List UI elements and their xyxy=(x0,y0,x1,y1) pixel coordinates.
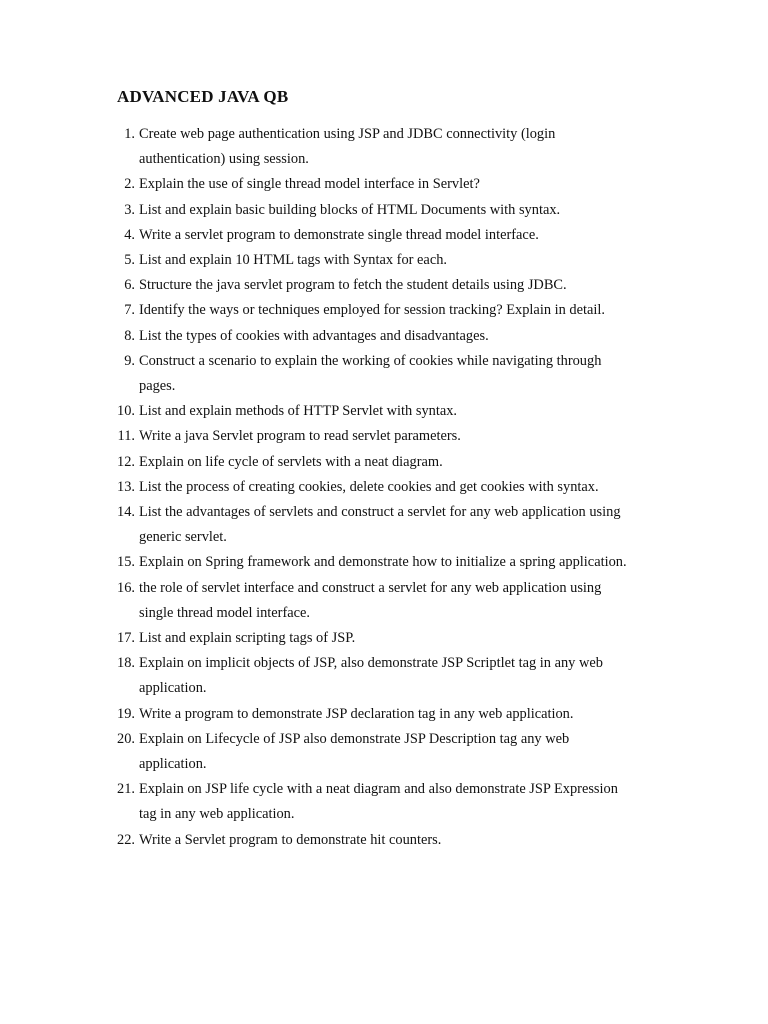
question-text-line: Write a Servlet program to demonstrate hit counters. xyxy=(139,831,442,848)
question-text-line: List the process of creating cookies, delete cookies and get cookies with syntax. xyxy=(139,478,599,495)
question-text-line: Identify the ways or techniques employed for session tracking? Explain in detail. xyxy=(139,302,605,319)
question-item xyxy=(108,198,678,223)
question-text-line: tag in any web application. xyxy=(139,806,295,823)
question-number: 12. xyxy=(117,453,135,470)
question-item xyxy=(108,248,678,273)
question-item xyxy=(108,828,678,853)
question-text-line: Explain on implicit objects of JSP, also demonstrate JSP Scriptlet tag in any web xyxy=(139,655,603,672)
question-number: 3. xyxy=(124,201,135,218)
question-item xyxy=(108,399,678,424)
question-number: 6. xyxy=(124,277,135,294)
question-text-line: List and explain basic building blocks of HTML Documents with syntax. xyxy=(139,201,561,218)
question-number: 19. xyxy=(117,705,135,722)
question-number: 13. xyxy=(117,478,135,495)
question-text-line: List and explain 10 HTML tags with Syntax for each. xyxy=(139,252,447,269)
question-text-line: pages. xyxy=(139,378,176,395)
question-text-line: Explain on Lifecycle of JSP also demonstrate JSP Description tag any web xyxy=(139,730,570,747)
question-text-line: Explain on JSP life cycle with a neat diagram and also demonstrate JSP Expression xyxy=(139,781,618,798)
question-item xyxy=(108,172,678,197)
question-text-line: Explain the use of single thread model interface in Servlet? xyxy=(139,176,480,193)
question-item xyxy=(108,576,678,626)
question-number: 8. xyxy=(124,327,135,344)
question-number: 21. xyxy=(117,781,135,798)
question-text-line: Create web page authentication using JSP and JDBC connectivity (login xyxy=(139,126,556,142)
question-item xyxy=(108,777,678,827)
question-text-line: List the advantages of servlets and construct a servlet for any web application using xyxy=(139,504,621,521)
question-item xyxy=(108,727,678,777)
question-item xyxy=(108,626,678,651)
question-number: 17. xyxy=(117,630,135,647)
question-item xyxy=(108,424,678,449)
question-number: 9. xyxy=(124,352,135,369)
question-number: 4. xyxy=(124,226,135,243)
question-text-line: Structure the java servlet program to fetch the student details using JDBC. xyxy=(139,277,567,294)
question-text-line: Explain on Spring framework and demonstrate how to initialize a spring application. xyxy=(139,554,627,571)
question-item xyxy=(108,651,678,701)
question-text-line: single thread model interface. xyxy=(139,604,311,621)
question-number: 16. xyxy=(117,579,135,596)
question-text-line: Construct a scenario to explain the working of cookies while navigating through xyxy=(139,352,602,369)
question-item xyxy=(108,273,678,298)
question-text-line: List and explain scripting tags of JSP. xyxy=(139,630,356,647)
question-item xyxy=(108,349,678,399)
question-number: 14. xyxy=(117,504,135,521)
question-number: 1. xyxy=(124,126,135,142)
question-number: 10. xyxy=(117,403,135,420)
question-text-line: application. xyxy=(139,756,207,773)
question-number: 15. xyxy=(117,554,135,571)
document-title: ADVANCED JAVA QB xyxy=(117,87,289,106)
question-text-line: Write a program to demonstrate JSP declaration tag in any web application. xyxy=(139,705,574,722)
question-number: 18. xyxy=(117,655,135,672)
question-number: 5. xyxy=(124,252,135,269)
question-number: 22. xyxy=(117,831,135,848)
question-list xyxy=(108,122,678,853)
question-text-line: the role of servlet interface and construct a servlet for any web application using xyxy=(139,579,602,596)
question-number: 11. xyxy=(117,428,135,445)
question-item xyxy=(108,223,678,248)
question-text-line: Write a java Servlet program to read servlet parameters. xyxy=(139,428,461,445)
question-text-line: List and explain methods of HTTP Servlet with syntax. xyxy=(139,403,458,420)
question-text-line: Explain on life cycle of servlets with a neat diagram. xyxy=(139,453,443,470)
question-item xyxy=(108,324,678,349)
question-item xyxy=(108,500,678,550)
question-text-line: generic servlet. xyxy=(139,529,227,546)
question-item xyxy=(108,122,678,172)
question-text-line: Write a servlet program to demonstrate single thread model interface. xyxy=(139,226,539,243)
question-item xyxy=(108,298,678,323)
question-text-line: application. xyxy=(139,680,207,697)
question-text-line: List the types of cookies with advantages and disadvantages. xyxy=(139,327,489,344)
question-number: 2. xyxy=(124,176,135,193)
question-item xyxy=(108,450,678,475)
question-item xyxy=(108,550,678,575)
question-text-line: authentication) using session. xyxy=(139,151,309,168)
question-item xyxy=(108,475,678,500)
question-item xyxy=(108,702,678,727)
question-number: 20. xyxy=(117,730,135,747)
question-number: 7. xyxy=(124,302,135,319)
